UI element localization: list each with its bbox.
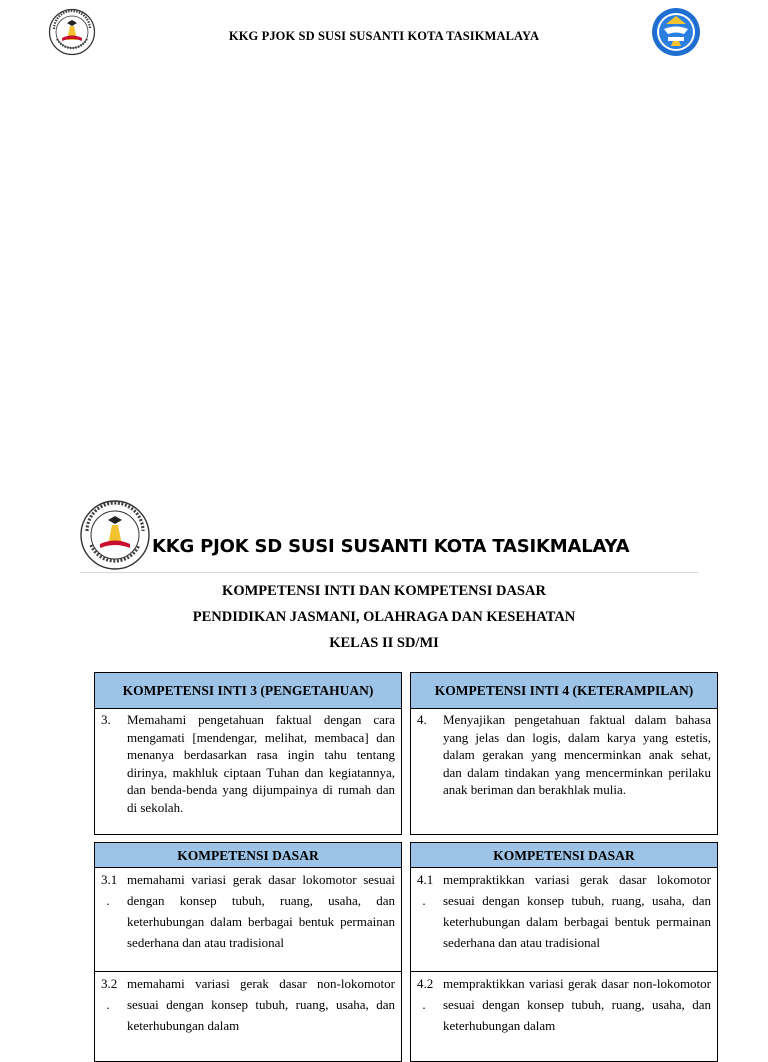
kd-text: mempraktikkan variasi gerak dasar lokomotor sesuai dengan konsep tubuh, ruang, usaha, dan keterhubungan dalam berbagai bentuk permainan sederhana dan atau tradisional (443, 872, 711, 950)
kd-number: 4.2 . (417, 976, 434, 1012)
kd-right-heading: KOMPETENSI DASAR (410, 842, 718, 868)
title-class: KELAS II SD/MI (329, 635, 439, 651)
kd-left-item (94, 868, 402, 972)
kd-left-table (94, 842, 402, 1062)
ki4-body (410, 709, 718, 835)
tut-wuri-handayani-icon (651, 7, 701, 57)
kd-right-item (410, 972, 718, 1062)
heading-divider (80, 572, 698, 573)
ki4-table (410, 672, 718, 835)
kd-number: 3.2 . (101, 976, 118, 1012)
kd-number: 3.1 . (101, 872, 118, 908)
kd-left-heading: KOMPETENSI DASAR (94, 842, 402, 868)
kd-right-table (410, 842, 718, 1062)
ki4-row (417, 711, 711, 799)
kd-text: memahami variasi gerak dasar non-lokomotor sesuai dengan konsep tubuh, ruang, usaha, dan keterhubungan dalam (127, 976, 395, 1033)
ki4-number: 4. (417, 712, 427, 727)
header-title: KKG PJOK SD SUSI SUSANTI KOTA TASIKMALAYA (228, 29, 540, 43)
page-header (0, 0, 768, 80)
title-kompetensi: KOMPETENSI INTI DAN KOMPETENSI DASAR (222, 583, 546, 599)
title-subject: PENDIDIKAN JASMANI, OLAHRAGA DAN KESEHATAN (192, 609, 576, 625)
organization-name: KKG PJOK SD SUSI SUSANTI KOTA TASIKMALAYA (152, 536, 630, 557)
ki3-number: 3. (101, 712, 111, 727)
kd-number: 4.1 . (417, 872, 434, 908)
ki4-text: Menyajikan pengetahuan faktual dalam bahasa yang jelas dan logis, dalam karya yang estetis, dalam gerakan yang mencerminkan anak sehat, dan dalam tindakan yang mencerminkan perilaku anak beriman dan berakhlak mulia. (443, 712, 711, 797)
ki3-row (101, 711, 395, 816)
ki3-heading: KOMPETENSI INTI 3 (PENGETAHUAN) (94, 672, 402, 709)
document-heading (78, 498, 698, 578)
ki4-heading: KOMPETENSI INTI 4 (KETERAMPILAN) (410, 672, 718, 709)
ki3-table (94, 672, 402, 835)
ki3-body (94, 709, 402, 835)
kkg-seal-icon (78, 498, 152, 572)
kd-text: memahami variasi gerak dasar lokomotor sesuai dengan konsep tubuh, ruang, usaha, dan keterhubungan dalam berbagai bentuk permainan sederhana dan atau tradisional (127, 872, 395, 950)
kd-text: mempraktikkan variasi gerak dasar non-lokomotor sesuai dengan konsep tubuh, ruang, usaha, dan keterhubungan dalam (443, 976, 711, 1033)
kd-left-item (94, 972, 402, 1062)
ki3-text: Memahami pengetahuan faktual dengan cara mengamati [mendengar, melihat, membaca] dan menanya berdasarkan rasa ingin tahu tentang dirinya, makhluk ciptaan Tuhan dan kegiatannya, dan benda-benda yang dijumpainya di rumah dan di sekolah. (127, 712, 395, 815)
kd-right-item (410, 868, 718, 972)
document-titles (0, 580, 768, 658)
